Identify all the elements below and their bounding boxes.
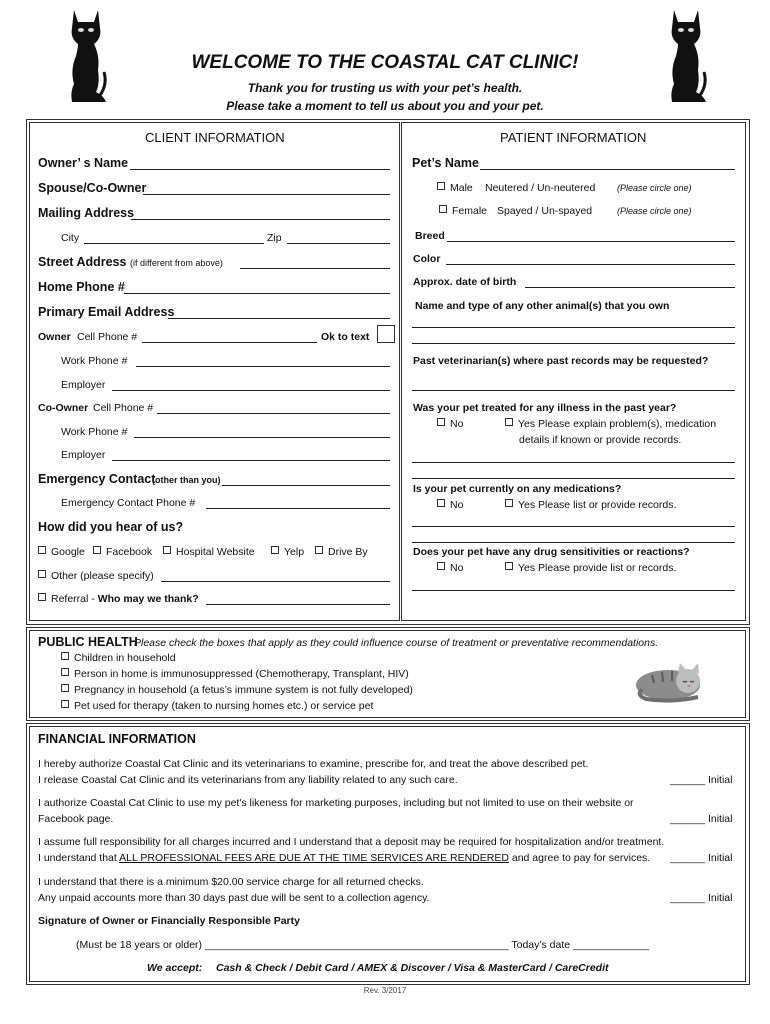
home-phone-field[interactable]: [124, 293, 390, 294]
ok-to-text-label: Ok to text: [321, 331, 370, 343]
financial-p3-line2: [38, 852, 650, 864]
emergency-phone-label: Emergency Contact Phone #: [61, 497, 196, 509]
owner-cell-field[interactable]: [142, 342, 317, 343]
p3-underlined: ALL PROFESSIONAL FEES ARE DUE AT THE TIME SERVICES ARE RENDERED: [119, 852, 509, 864]
illness-no-option[interactable]: [437, 418, 463, 430]
financial-heading: FINANCIAL INFORMATION: [38, 732, 196, 746]
referral-bold-label: Who may we thank?: [97, 593, 199, 605]
city-field[interactable]: [84, 243, 264, 244]
meds-no-label: No: [450, 499, 464, 511]
illness-yes-label: Yes Please explain problem(s), medication: [518, 418, 717, 430]
initial-field-3[interactable]: ______ Initial: [670, 852, 733, 864]
hospital-website-label: Hospital Website: [176, 546, 255, 558]
employer-field[interactable]: [112, 390, 390, 391]
accept-label: We accept:: [147, 962, 203, 974]
other-animals-field-1[interactable]: [412, 327, 735, 328]
financial-p3-line1: I assume full responsibility for all charges incurred and I understand that a deposit may be required for hospitalization and/or treatment.: [38, 836, 665, 848]
meds-field-1[interactable]: [412, 526, 735, 527]
initial-field-2[interactable]: ______ Initial: [670, 813, 733, 825]
employer-label: Employer: [61, 379, 106, 391]
revision-label: Rev. 3/2017: [363, 986, 407, 995]
emergency-contact-note: (other than you): [152, 475, 221, 485]
hear-of-us-label: How did you hear of us?: [38, 520, 184, 534]
client-heading: CLIENT INFORMATION: [145, 130, 285, 145]
option-facebook[interactable]: [93, 546, 152, 558]
drug-no-checkbox[interactable]: [437, 562, 445, 570]
breed-field[interactable]: [447, 241, 735, 242]
option-drive-by[interactable]: [315, 546, 368, 558]
circle-one-note-1: (Please circle one): [617, 183, 692, 193]
financial-p1-line1: I hereby authorize Coastal Cat Clinic and its veterinarians to examine, prescribe for, and treat the above described pet.: [38, 758, 589, 770]
drive-by-checkbox[interactable]: [315, 546, 323, 554]
other-label: Other (please specify): [51, 570, 154, 582]
past-vet-field[interactable]: [412, 390, 735, 391]
coowner-employer-label: Employer: [61, 449, 106, 461]
initial-field-4[interactable]: ______ Initial: [670, 892, 733, 904]
page-title: WELCOME TO THE COASTAL CAT CLINIC!: [191, 52, 579, 73]
illness-yes-option[interactable]: [505, 418, 716, 430]
owner-label: Owner: [38, 331, 71, 343]
ok-to-text-checkbox[interactable]: [377, 325, 395, 343]
male-checkbox[interactable]: [437, 182, 445, 190]
facebook-checkbox[interactable]: [93, 546, 101, 554]
option-referral[interactable]: [38, 593, 199, 605]
drug-yes-option[interactable]: [505, 562, 676, 574]
financial-p2-line2: Facebook page.: [38, 813, 114, 825]
p3-prefix: I understand that: [38, 852, 120, 864]
referral-field[interactable]: [206, 604, 390, 605]
emergency-phone-field[interactable]: [206, 508, 390, 509]
referral-label: Referral -: [51, 593, 98, 605]
coowner-label: Co-Owner: [38, 402, 89, 414]
option-hospital-website[interactable]: [163, 546, 255, 558]
other-field[interactable]: [161, 581, 390, 582]
male-option[interactable]: [437, 182, 473, 194]
illness-no-label: No: [450, 418, 464, 430]
option-other[interactable]: [38, 570, 154, 582]
illness-question: Was your pet treated for any illness in the past year?: [413, 402, 677, 414]
meds-yes-option[interactable]: [505, 499, 676, 511]
referral-checkbox[interactable]: [38, 593, 46, 601]
drug-no-label: No: [450, 562, 464, 574]
pet-name-field[interactable]: [480, 169, 735, 170]
option-yelp[interactable]: [271, 546, 304, 558]
zip-field[interactable]: [287, 243, 390, 244]
page-subtitle-1: Thank you for trusting us with your pet’s health.: [247, 81, 523, 95]
ph-immuno-checkbox[interactable]: [61, 668, 69, 676]
ph-pregnancy-label: Pregnancy in household (a fetus’s immune system is not fully developed): [74, 684, 413, 696]
signature-label: Signature of Owner or Financially Responsible Party: [38, 915, 300, 927]
coowner-work-field[interactable]: [134, 437, 390, 438]
illness-field-1[interactable]: [412, 462, 735, 463]
drug-question: Does your pet have any drug sensitivities or reactions?: [413, 546, 690, 558]
street-address-label: Street Address: [38, 255, 127, 269]
home-phone-label: Home Phone #: [38, 280, 125, 294]
signature-date-line[interactable]: (Must be 18 years or older) ____________________________________________________ Today’s date _____________: [76, 939, 649, 951]
owner-name-label: Owner’ s Name: [38, 156, 129, 170]
breed-label: Breed: [415, 230, 445, 242]
public-health-heading: PUBLIC HEALTH: [38, 635, 138, 649]
ph-item-therapy[interactable]: [61, 700, 373, 712]
initial-field-1[interactable]: ______ Initial: [670, 774, 733, 786]
meds-field-2[interactable]: [412, 542, 735, 543]
spayed-label[interactable]: Spayed / Un-spayed: [497, 205, 593, 217]
female-checkbox[interactable]: [439, 205, 447, 213]
email-field[interactable]: [168, 318, 390, 319]
mailing-address-field[interactable]: [131, 219, 390, 220]
coowner-cell-field[interactable]: [157, 413, 390, 414]
work-phone-label: Work Phone #: [61, 355, 128, 367]
other-animals-label: Name and type of any other animal(s) that you own: [415, 300, 670, 312]
sleeping-cat-icon: [632, 655, 708, 703]
female-label: Female: [452, 205, 488, 217]
email-label: Primary Email Address: [38, 305, 175, 319]
hospital-website-checkbox[interactable]: [163, 546, 171, 554]
drive-by-label: Drive By: [328, 546, 368, 558]
owner-name-field[interactable]: [130, 169, 390, 170]
ph-item-immuno[interactable]: [61, 668, 409, 680]
ph-children-label: Children in household: [74, 652, 176, 664]
ph-therapy-checkbox[interactable]: [61, 700, 69, 708]
option-google[interactable]: [38, 546, 85, 558]
ph-therapy-label: Pet used for therapy (taken to nursing homes etc.) or service pet: [74, 700, 374, 712]
circle-one-note-2: (Please circle one): [617, 206, 692, 216]
coowner-employer-field[interactable]: [112, 460, 390, 461]
page-subtitle-2: Please take a moment to tell us about you and your pet.: [226, 99, 544, 113]
ph-immuno-label: Person in home is immunosuppressed (Chemotherapy, Transplant, HIV): [74, 668, 409, 680]
work-phone-field[interactable]: [136, 366, 390, 367]
drug-yes-checkbox[interactable]: [505, 562, 513, 570]
yelp-checkbox[interactable]: [271, 546, 279, 554]
meds-no-option[interactable]: [437, 499, 463, 511]
illness-no-checkbox[interactable]: [437, 418, 445, 426]
yelp-label: Yelp: [284, 546, 305, 558]
zip-label: Zip: [267, 232, 282, 244]
drug-yes-label: Yes Please provide list or records.: [518, 562, 677, 574]
financial-p4-line2: Any unpaid accounts more than 30 days past due will be sent to a collection agency.: [38, 892, 430, 904]
street-address-note: (if different from above): [130, 258, 223, 268]
emergency-contact-field[interactable]: [222, 485, 390, 486]
female-option[interactable]: [439, 205, 487, 217]
google-label: Google: [51, 546, 85, 558]
meds-yes-checkbox[interactable]: [505, 499, 513, 507]
spouse-label: Spouse/Co-Owner: [38, 181, 147, 195]
street-address-field[interactable]: [240, 268, 390, 269]
drug-no-option[interactable]: [437, 562, 463, 574]
patient-heading: PATIENT INFORMATION: [500, 130, 647, 145]
coowner-work-label: Work Phone #: [61, 426, 128, 438]
spouse-field[interactable]: [143, 194, 390, 195]
financial-p4-line1: I understand that there is a minimum $20.00 service charge for all returned checks.: [38, 876, 424, 888]
city-label: City: [61, 232, 80, 244]
illness-yes-detail: details if known or provide records.: [519, 434, 682, 446]
ph-children-checkbox[interactable]: [61, 652, 69, 660]
male-label: Male: [450, 182, 473, 194]
illness-field-2[interactable]: [412, 478, 735, 479]
p3-suffix: and agree to pay for services.: [508, 852, 651, 864]
meds-no-checkbox[interactable]: [437, 499, 445, 507]
dob-field[interactable]: [525, 287, 735, 288]
owner-cell-label: Cell Phone #: [77, 331, 138, 343]
coowner-cell-label: Cell Phone #: [93, 402, 154, 414]
facebook-label: Facebook: [106, 546, 153, 558]
illness-yes-checkbox[interactable]: [505, 418, 513, 426]
accept-methods: Cash & Check / Debit Card / AMEX & Discover / Visa & MasterCard / CareCredit: [216, 962, 609, 974]
past-vet-label: Past veterinarian(s) where past records may be requested?: [413, 355, 709, 367]
pet-name-label: Pet’s Name: [412, 156, 479, 170]
financial-p2-line1: I authorize Coastal Cat Clinic to use my pet's likeness for marketing purposes, including but not limited to use on their website or: [38, 797, 634, 809]
ph-pregnancy-checkbox[interactable]: [61, 684, 69, 692]
google-checkbox[interactable]: [38, 546, 46, 554]
drug-field[interactable]: [412, 590, 735, 591]
color-field[interactable]: [446, 264, 735, 265]
neutered-label[interactable]: Neutered / Un-neutered: [485, 182, 596, 194]
mailing-address-label: Mailing Address: [38, 206, 135, 220]
public-health-note: Please check the boxes that apply as they could influence course of treatment or preventative recommendations.: [134, 637, 659, 649]
other-checkbox[interactable]: [38, 570, 46, 578]
ph-item-children[interactable]: [61, 652, 176, 664]
dob-label: Approx. date of birth: [413, 276, 517, 288]
other-animals-field-2[interactable]: [412, 343, 735, 344]
emergency-contact-label: Emergency Contact: [38, 472, 156, 486]
color-label: Color: [413, 253, 441, 265]
financial-p1-line2: I release Coastal Cat Clinic and its veterinarians from any liability related to any such care.: [38, 774, 458, 786]
medications-question: Is your pet currently on any medications?: [413, 483, 622, 495]
meds-yes-label: Yes Please list or provide records.: [518, 499, 677, 511]
ph-item-pregnancy[interactable]: [61, 684, 413, 696]
